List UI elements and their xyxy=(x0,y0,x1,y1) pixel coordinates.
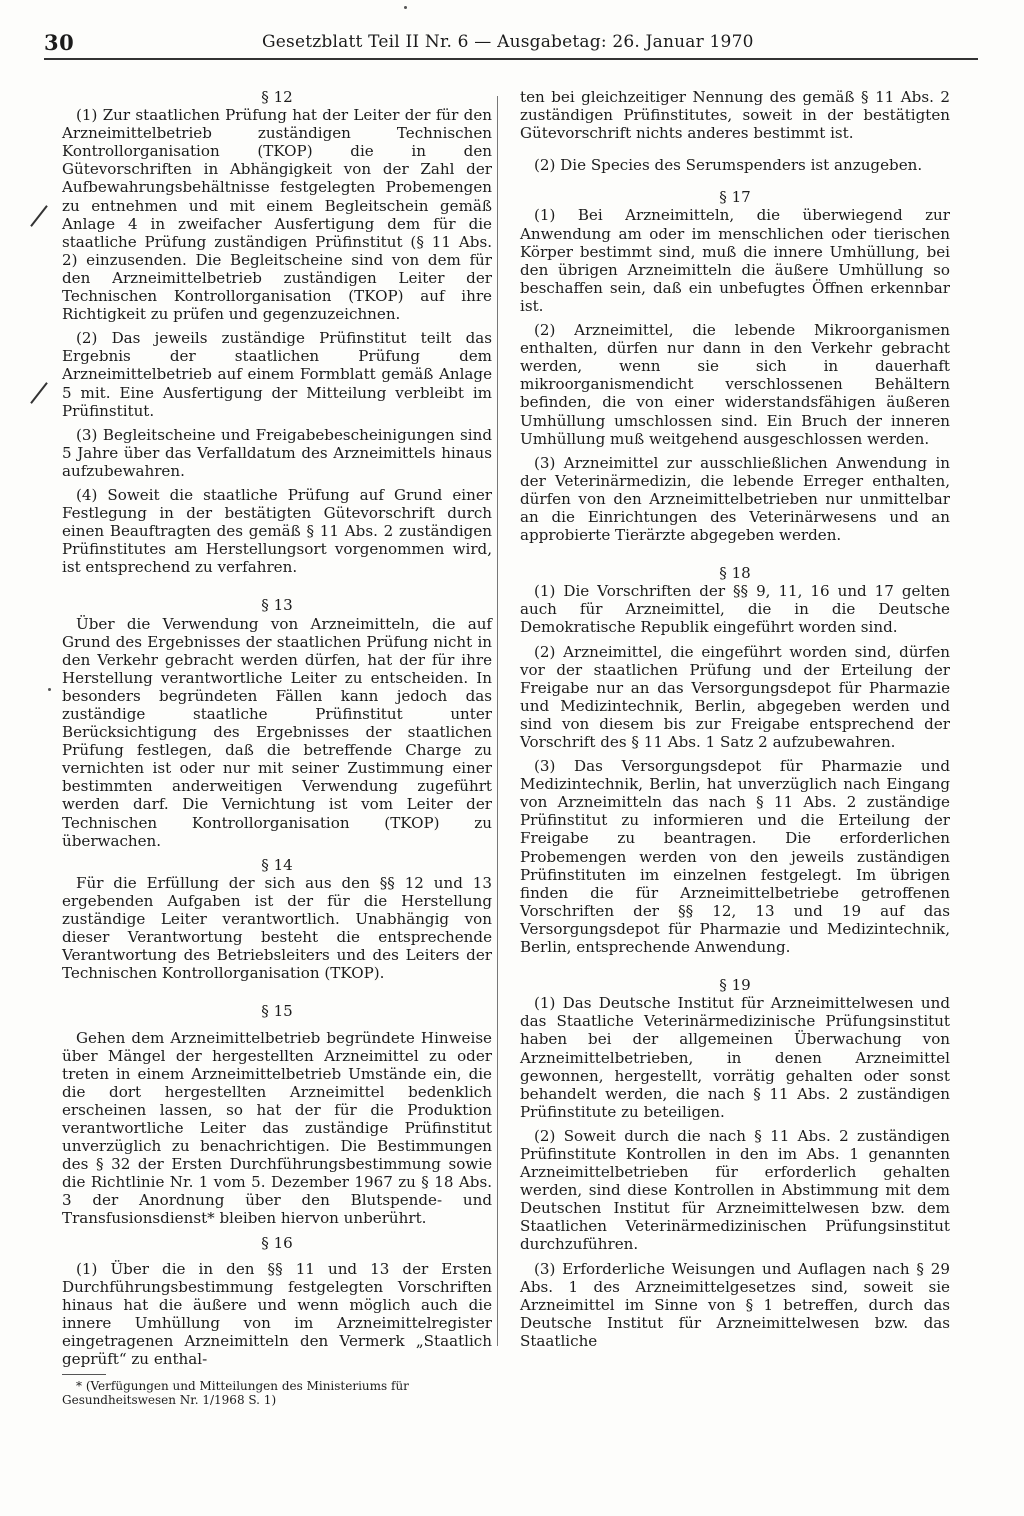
section-title: § 14 xyxy=(261,855,293,874)
paragraph: (1) Über die in den §§ 11 und 13 der Ersten Durchführungsbestimmung festgelegten Vorschriften hinaus hat die äußere und wenn möglich auch die innere Umhüllung von im Arzneimittelregister eingetragenen Arzneimitteln den Vermerk „Staatlich geprüft“ zu enthal- xyxy=(62,1259,492,1369)
section-title: § 13 xyxy=(261,596,293,615)
paragraph: (3) Begleitscheine und Freigabebescheinigungen sind 5 Jahre über das Verfalldatum des Arzneimittels hinaus aufzubewahren. xyxy=(62,425,492,480)
print-speck xyxy=(404,6,407,9)
paragraph: (3) Arzneimittel zur ausschließlichen Anwendung in der Veterinärmedizin, die lebende Erreger enthalten, dürfen von den Arzneimittelbetrieben nur unmittelbar an die Einrichtungen des Veterinärwesens und an approbierte Tierärzte abgegeben werden. xyxy=(520,453,950,545)
paragraph: (4) Soweit die staatliche Prüfung auf Grund einer Festlegung in der bestätigten Gütevorschrift durch einen Beauftragten des gemäß § 11 Abs. 2 zuständigen Prüfinstitutes am Herstellungsort vorgenommen wird, ist entsprechend zu verfahren. xyxy=(62,485,492,577)
section-title: § 18 xyxy=(719,564,751,583)
paragraph: (1) Die Vorschriften der §§ 9, 11, 16 und 17 gelten auch für Arzneimittel, die in die Deutsche Demokratische Republik eingeführt worden sind. xyxy=(520,582,950,637)
paragraph: (2) Soweit durch die nach § 11 Abs. 2 zuständigen Prüfinstitute Kontrollen in den im Abs. 1 genannten Arzneimittelbetrieben für erforderlich gehalten werden, sind diese Kontrollen in Abstimmung mit dem Deutschen Institut für Arzneimittelwesen bzw. dem Staatlichen Veterinärmedizinischen Prüfungsinstitut durchzuführen. xyxy=(520,1126,950,1254)
paragraph: (2) Das jeweils zuständige Prüfinstitut teilt das Ergebnis der staatlichen Prüfung dem Arzneimittelbetrieb auf einem Formblatt gemäß Anlage 5 mit. Eine Ausfertigung der Mitteilung verbleibt im Prüfinstitut. xyxy=(62,329,492,420)
paragraph: Über die Verwendung von Arzneimitteln, die auf Grund des Ergebnisses der staatlichen Prüfung nicht in den Verkehr gebracht werden dürfen, hat der für ihre Herstellung verantwortliche Leiter zu entscheiden. In besonders begründeten Fällen kann jedoch das zuständige staatliche Prüfinstitut unter Berücksichtigung des Ergebnisses der staatlichen Prüfung festlegen, daß die betreffende Charge zu vernichten ist oder nur mit seiner Zustimmung einer bestimmten anderweitigen Verwendung zugeführt werden darf. Die Vernichtung ist vom Leiter der Technischen Kontrollorganisation (TKOP) zu überwachen. xyxy=(62,614,492,850)
paragraph: (2) Arzneimittel, die eingeführt worden sind, dürfen vor der staatlichen Prüfung und der Erteilung der Freigabe nur an das Versorgungsdepot für Pharmazie und Medizintechnik, Berlin, abgegeben werden und sind von diesem bis zur Freigabe entsprechend der Vorschrift des § 11 Abs. 1 Satz 2 aufzubewahren. xyxy=(520,642,950,751)
section-title: § 16 xyxy=(261,1233,293,1252)
gazette-title: Gesetzblatt Teil II Nr. 6 — Ausgabetag: 26. Januar 1970 xyxy=(262,32,754,52)
paragraph: (1) Bei Arzneimitteln, die überwiegend zur Anwendung am oder im menschlichen oder tierischen Körper bestimmt sind, muß die innere Umhüllung, bei den übrigen Arzneimitteln die äußere Umhüllung so beschaffen sein, daß ein unbefugtes Öffnen erkennbar ist. xyxy=(520,206,950,315)
margin-mark xyxy=(30,205,48,227)
paragraph: (2) Arzneimittel, die lebende Mikroorganismen enthalten, dürfen nur dann in den Verkehr gebracht werden, wenn sie sich in dauerhaft mikroorganismendicht verschlossenen Behältern befinden, die von einer widerstandsfähigen äußeren Umhüllung umschlossen sind. Ein Bruch der inneren Umhüllung muß weitgehend ausgeschlossen werden. xyxy=(520,321,950,448)
paragraph: Gehen dem Arzneimittelbetrieb begründete Hinweise über Mängel der hergestellten Arzneimittel zu oder treten in einem Arzneimittelbetrieb Umstände ein, die die dort hergestellten Arzneimittel bedenklich erscheinen lassen, so hat der für die Produktion verantwortliche Leiter das zuständige Prüfinstitut unverzüglich zu benachrichtigen. Die Bestimmungen des § 32 der Ersten Durchführungsbestimmung sowie die Richtlinie Nr. 1 vom 5. Dezember 1967 zu § 18 Abs. 3 der Anordnung über den Blutspende- und Transfusionsdienst* bleiben hiervon unberührt. xyxy=(62,1028,492,1228)
paragraph: (2) Die Species des Serumspenders ist anzugeben. xyxy=(534,156,923,175)
paragraph: (1) Das Deutsche Institut für Arzneimittelwesen und das Staatliche Veterinärmedizinische Prüfungsinstitut haben bei der allgemeinen Überwachung von Arzneimittelbetrieben, in denen Arzneimittel gewonnen, hergestellt, vorrätig gehalten oder sonst behandelt werden, die nach § 11 Abs. 2 zuständigen Prüfinstitute zu beteiligen. xyxy=(520,994,950,1121)
right-column xyxy=(520,88,950,1356)
paragraph: Für die Erfüllung der sich aus den §§ 12 und 13 ergebenden Aufgaben ist der für die Herstellung zuständige Leiter verantwortlich. Unabhängig von dieser Verantwortung besteht die entsprechende Verantwortung des Betriebsleiters und des Leiters der Technischen Kontrollorganisation (TKOP). xyxy=(62,873,492,983)
footnote: * (Verfügungen und Mitteilungen des Ministeriums für Gesundheitswesen Nr. 1/1968 S. 1) xyxy=(62,1379,409,1408)
section-title: § 12 xyxy=(261,88,293,106)
page-number: 30 xyxy=(44,30,75,55)
footnote-rule xyxy=(62,1374,106,1375)
paragraph: (1) Zur staatlichen Prüfung hat der Leiter der für den Arzneimittelbetrieb zuständigen Technischen Kontrollorganisation (TKOP) die in den Gütevorschriften in Abhängigkeit von der Zahl der Aufbewahrungsbehältnisse festgelegten Probemengen zu entnehmen und mit einem Begleitschein gemäß Anlage 4 in zweifacher Ausfertigung dem für die staatliche Prüfung zuständigen Prüfinstitut (§ 11 Abs. 2) einzusenden. Die Begleitscheine sind von dem für den Arzneimittelbetrieb zuständigen Leiter der Technischen Kontrollorganisation (TKOP) auf ihre Richtigkeit zu prüfen und gegenzuzeichnen. xyxy=(62,106,492,324)
page-header xyxy=(44,30,978,58)
print-speck xyxy=(48,688,51,691)
margin-mark xyxy=(30,382,48,404)
paragraph: ten bei gleichzeitiger Nennung des gemäß § 11 Abs. 2 zuständigen Prüfinstitutes, soweit in der bestätigten Gütevorschrift nichts anderes bestimmt ist. xyxy=(520,88,950,143)
paragraph: (3) Erforderliche Weisungen und Auflagen nach § 29 Abs. 1 des Arzneimittelgesetzes sind, soweit sie Arzneimittel im Sinne von § 1 betreffen, durch das Deutsche Institut für Arzneimittelwesen bzw. das Staatliche xyxy=(520,1259,950,1350)
section-title: § 17 xyxy=(719,188,751,207)
column-rule xyxy=(497,96,498,1346)
paragraph: (3) Das Versorgungsdepot für Pharmazie und Medizintechnik, Berlin, hat unverzüglich nach Eingang von Arzneimitteln das nach § 11 Abs. 2 zuständige Prüfinstitut zu informieren und die Erteilung der Freigabe zu beantragen. Die erforderlichen Probemengen werden von den jeweils zuständigen Prüfinstituten im einzelnen festgelegt. Im übrigen finden die für Arzneimittelbetriebe getroffenen Vorschriften der §§ 12, 13 und 19 auf das Versorgungsdepot für Pharmazie und Medizintechnik, Berlin, entsprechende Anwendung. xyxy=(520,757,950,957)
left-column xyxy=(62,88,492,1407)
section-title: § 15 xyxy=(261,1002,293,1021)
section-title: § 19 xyxy=(719,976,751,995)
header-rule xyxy=(44,58,978,60)
